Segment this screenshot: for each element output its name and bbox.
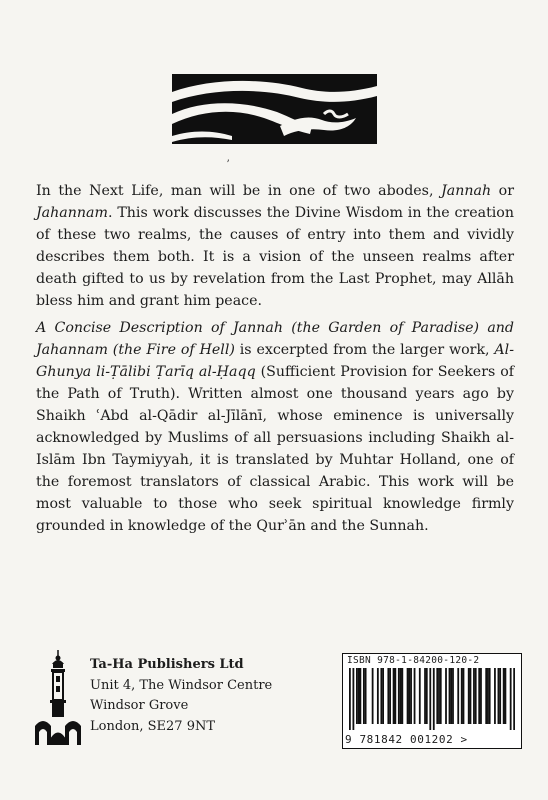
ean-digits: 9 781842 001202 > [345,733,468,746]
p2-run-1: is excerpted from the larger work, [234,342,495,358]
address-line-3: London, SE27 9NT [90,718,216,734]
barcode-bar [470,668,472,724]
barcode-bar [475,668,477,724]
p2-run-2: Al-Ghunya li-Ṭālibi Ṭarīq al-Ḥaqq [36,342,514,380]
barcode-bar [408,668,410,724]
p1-run-3: Jahannam [36,205,108,221]
barcode-bar [426,668,428,724]
barcode-bar [445,668,447,724]
barcode-bar [401,668,403,724]
barcode-bar [414,668,416,724]
barcode-bar [450,668,452,724]
p1-run-2: or [491,183,514,199]
barcode-bar [410,668,412,724]
description-paragraph-2 [36,317,514,537]
barcode-bar [478,668,480,724]
barcode-bar [433,668,435,730]
barcode-bar [473,668,475,724]
barcode-bar [510,668,512,730]
isbn-barcode-box [342,653,522,749]
barcode-bar [398,668,400,724]
barcode-bar [419,668,421,724]
barcode-bar [468,668,470,724]
p2-run-3: (Sufficient Provision for Seekers of the Path of Truth). Written almost one thousand years ago by Shaikh ʿAbd al-Qādir al-Jīlānī, whose eminence is universally acknowledged by Muslims of all persuasions including Shaikh al-Islām Ibn Taymiyyah, it is translated by Muhtar Holland, one of the foremost translators of classical Arabic. This work will be most valuable to those who seek spiritual knowledge firmly grounded in knowledge of the Qurʾān and the Sunnah. [36,364,514,534]
barcode-bar [513,668,515,730]
barcode-bar [499,668,501,724]
p1-run-0: In the Next Life, man will be in one of two abodes, [36,183,442,199]
address-line-1: Unit 4, The Windsor Centre [90,677,273,693]
barcode-bar [377,668,379,724]
barcode-bar [505,668,507,724]
barcode-bar [359,668,361,724]
barcode-bar [394,668,396,724]
description-paragraph-1 [36,180,514,312]
barcode-bar [424,668,426,724]
minaret-logo-icon [35,650,81,745]
barcode-bar [461,668,463,724]
barcode-bar [498,668,500,724]
p1-run-1: Jannah [441,183,492,199]
barcode-bar [372,668,374,724]
barcode-bar [363,668,365,724]
barcode-bar [485,668,487,724]
barcode-bar [382,668,384,724]
barcode-bar [407,668,409,724]
barcode-bar [358,668,360,724]
isbn-label: ISBN 978-1-84200-120-2 [347,655,480,666]
barcode-bar [400,668,402,724]
barcode-bar [352,668,354,730]
publisher-name: Ta-Ha Publishers Ltd [90,657,244,672]
barcode-bar [387,668,389,724]
barcode-bar [449,668,451,724]
barcode-bar [356,668,358,724]
publisher-address-block [90,655,272,737]
calligraphy-emblem-icon [172,74,377,144]
barcode-bar [489,668,491,724]
barcode-bar [494,668,496,724]
address-line-2: Windsor Grove [90,698,189,713]
barcode-bar [503,668,505,724]
barcode-bar [436,668,438,724]
barcode-bar [452,668,454,724]
barcode-bar [365,668,367,724]
barcode-bar [438,668,440,724]
barcode-bar [429,668,431,730]
barcode-bar [480,668,482,724]
barcode-bar [349,668,351,730]
barcode-bar [457,668,459,724]
p1-run-4: . This work discusses the Divine Wisdom in the creation of these two realms, the causes of entry into them and vividly describes them both. It is a vision of the unseen realms after death gifted to us by revelation from the Last Prophet, may Allāh bless him and grant him peace. [36,205,514,309]
barcode-bar [380,668,382,724]
decorative-mark: ʼ [226,158,230,171]
barcode-bar [463,668,465,724]
barcode-bar [393,668,395,724]
p2-run-0: A Concise Description of Jannah (the Garden of Paradise) and Jahannam (the Fire of Hell) [36,320,514,358]
barcode-bar [440,668,442,724]
barcode-bar [389,668,391,724]
barcode [349,668,515,730]
barcode-bar [487,668,489,724]
